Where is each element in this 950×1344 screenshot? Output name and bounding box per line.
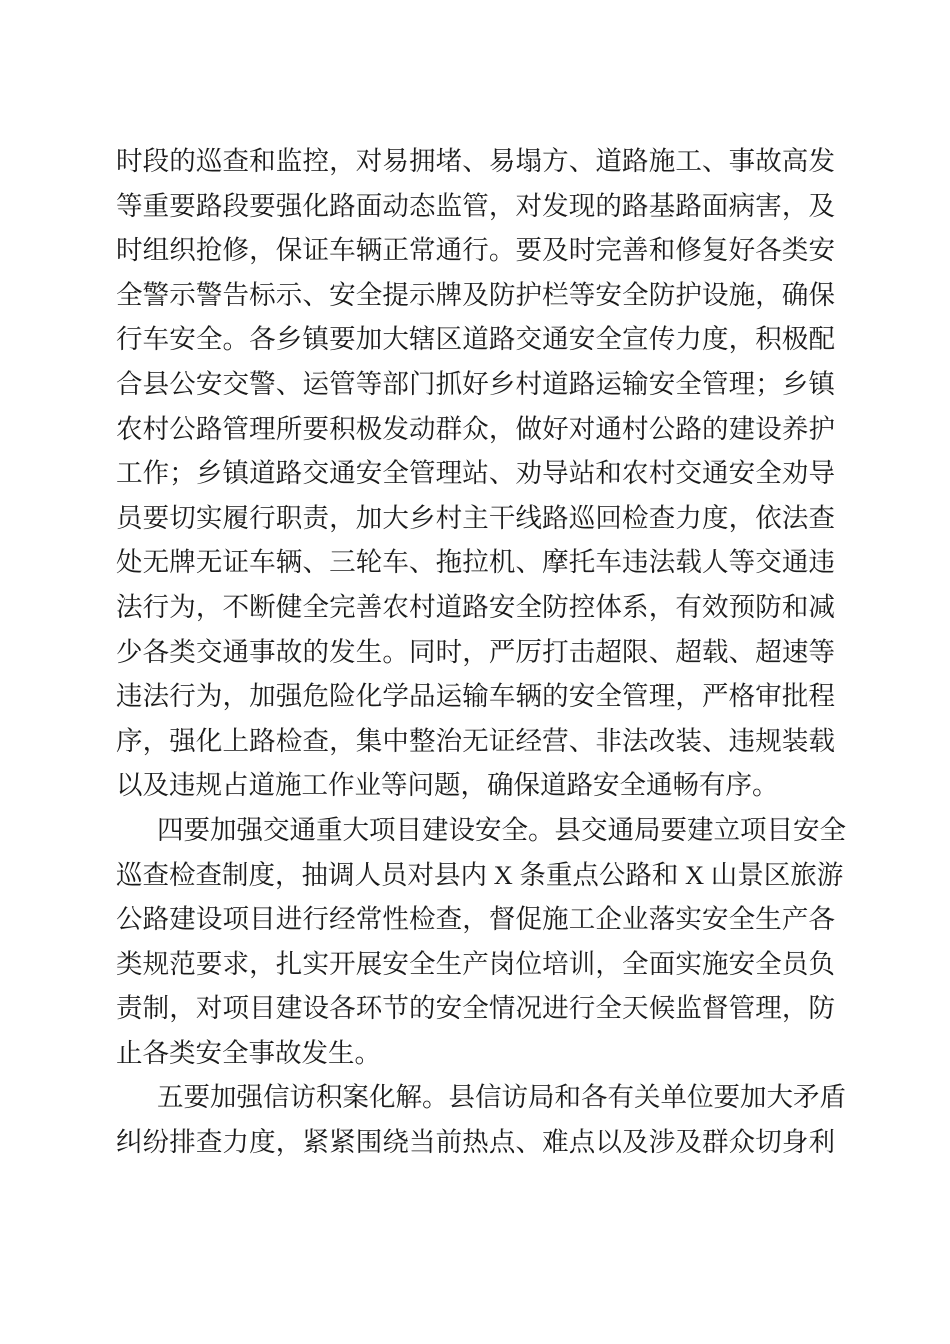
text-line: 员要切实履行职责，加大乡村主干线路巡回检查力度，依法查 xyxy=(116,502,835,533)
text-line: 巡查检查制度，抽调人员对县内 X 条重点公路和 X 山景区旅游 xyxy=(116,859,844,890)
text-line: 法行为，不断健全完善农村道路安全防控体系，有效预防和减 xyxy=(116,591,835,622)
text-line: 全警示警告标示、安全提示牌及防护栏等安全防护设施，确保 xyxy=(116,279,835,310)
text-line: 公路建设项目进行经常性检查，督促施工企业落实安全生产各 xyxy=(116,904,835,935)
text-line: 五要加强信访积案化解。县信访局和各有关单位要加大矛盾 xyxy=(157,1082,846,1113)
text-line: 等重要路段要强化路面动态监管，对发现的路基路面病害，及 xyxy=(116,190,835,221)
text-line: 时组织抢修，保证车辆正常通行。要及时完善和修复好各类安 xyxy=(116,235,835,266)
text-line: 农村公路管理所要积极发动群众，做好对通村公路的建设养护 xyxy=(116,413,835,444)
text-line: 序，强化上路检查，集中整治无证经营、非法改装、违规装载 xyxy=(116,725,835,756)
text-line: 违法行为，加强危险化学品运输车辆的安全管理，严格审批程 xyxy=(116,681,835,712)
text-line: 少各类交通事故的发生。同时，严厉打击超限、超载、超速等 xyxy=(116,636,835,667)
text-line: 类规范要求，扎实开展安全生产岗位培训，全面实施安全员负 xyxy=(116,948,835,979)
text-line: 责制，对项目建设各环节的安全情况进行全天候监督管理，防 xyxy=(116,993,835,1024)
document-text-block xyxy=(116,139,846,1165)
text-line: 合县公安交警、运管等部门抓好乡村道路运输安全管理；乡镇 xyxy=(116,368,835,399)
text-line: 时段的巡查和监控，对易拥堵、易塌方、道路施工、事故高发 xyxy=(116,146,835,176)
text-line: 四要加强交通重大项目建设安全。县交通局要建立项目安全 xyxy=(157,814,846,845)
text-line: 行车安全。各乡镇要加大辖区道路交通安全宣传力度，积极配 xyxy=(116,324,835,355)
text-line: 止各类安全事故发生。 xyxy=(116,1037,381,1068)
text-line: 处无牌无证车辆、三轮车、拖拉机、摩托车违法载人等交通违 xyxy=(116,547,835,578)
text-line: 工作；乡镇道路交通安全管理站、劝导站和农村交通安全劝导 xyxy=(116,458,835,489)
text-line: 纠纷排查力度，紧紧围绕当前热点、难点以及涉及群众切身利 xyxy=(116,1127,835,1158)
text-line: 以及违规占道施工作业等问题，确保道路安全通畅有序。 xyxy=(116,770,779,801)
